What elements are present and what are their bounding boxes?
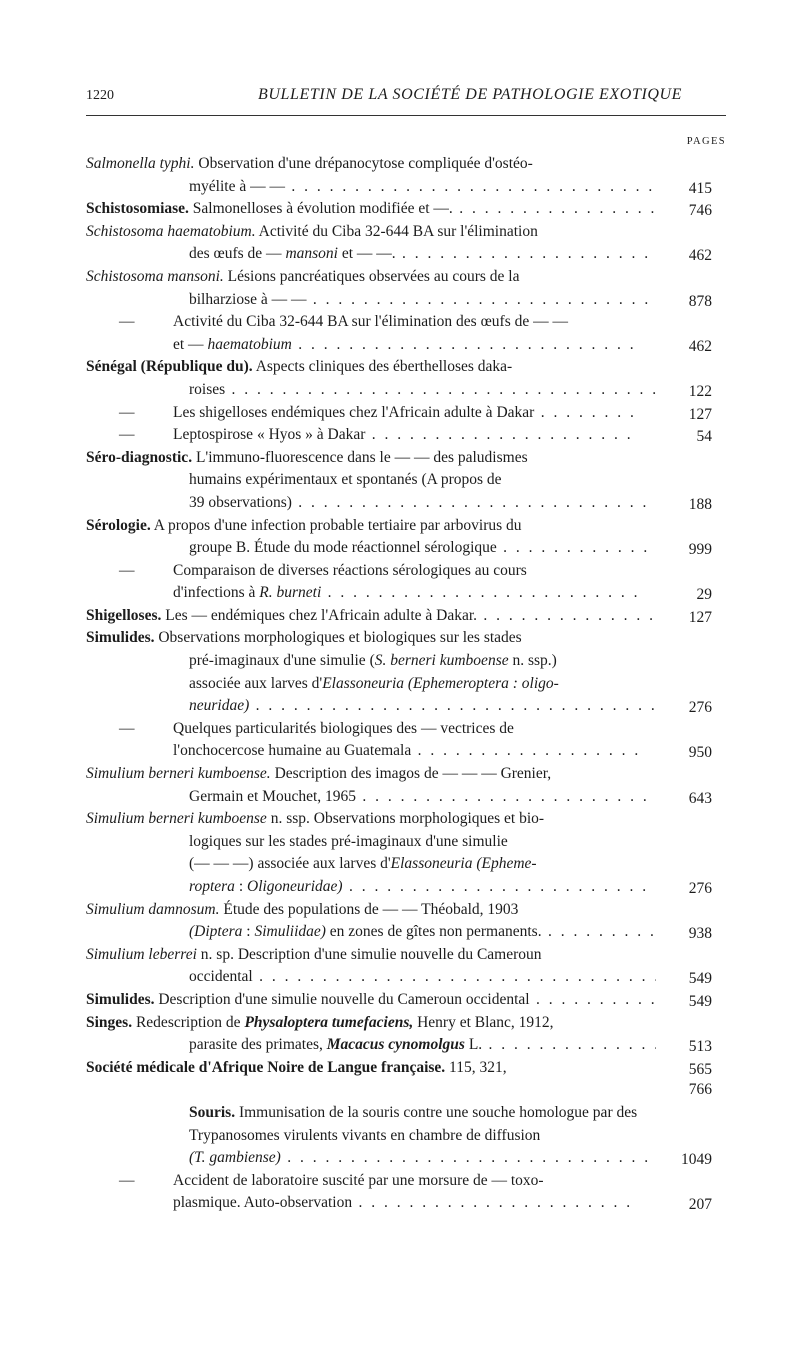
entry-text bbox=[189, 876, 656, 899]
entry-line bbox=[86, 1147, 726, 1170]
entry-plain-text: Quelques particularités biologiques des — vectrices de bbox=[173, 719, 514, 737]
entry-text bbox=[189, 537, 656, 560]
entry-italic-text: neuridae) bbox=[189, 697, 250, 715]
entry-plain-text: Observations morphologiques et biologiques sur les stades bbox=[154, 629, 522, 647]
entry-italic-text: Elassoneuria (Ephemeroptera : oligo- bbox=[322, 674, 559, 692]
entry-text bbox=[189, 786, 656, 809]
entry-plain-text: plasmique. Auto-observation bbox=[173, 1194, 353, 1212]
index-entry bbox=[86, 944, 726, 989]
entry-plain-text: d'infections à bbox=[173, 584, 260, 602]
entry-text bbox=[86, 447, 656, 470]
page-reference: 643 bbox=[688, 789, 712, 807]
entry-line bbox=[86, 334, 726, 357]
repeat-dash: — bbox=[119, 403, 135, 421]
entry-text bbox=[86, 899, 656, 922]
entry-text bbox=[189, 1102, 656, 1125]
index-subentry bbox=[86, 311, 726, 356]
entry-heading: Simulides. bbox=[86, 990, 155, 1008]
entry-text bbox=[189, 921, 656, 944]
entry-line bbox=[86, 176, 726, 199]
repeat-dash: — bbox=[119, 719, 135, 737]
header-rule bbox=[86, 115, 726, 116]
entry-plain-text: Redescription de bbox=[132, 1013, 245, 1031]
entry-italic-text: Schistosoma haematobium. bbox=[86, 222, 256, 240]
entry-heading: Société médicale d'Afrique Noire de Langue française. bbox=[86, 1058, 446, 1076]
entry-text bbox=[173, 311, 640, 334]
entry-line bbox=[86, 966, 726, 989]
page-reference: 207 bbox=[688, 1196, 712, 1214]
entry-line bbox=[86, 695, 726, 718]
entry-italic-text: Elassoneuria (Epheme- bbox=[390, 855, 537, 873]
page-reference: 549 bbox=[688, 970, 712, 988]
entry-heading: Séro-diagnostic. bbox=[86, 448, 193, 466]
page-reference: 188 bbox=[688, 495, 712, 513]
entry-text bbox=[86, 1057, 656, 1080]
page-reference: 950 bbox=[688, 744, 712, 762]
entry-text bbox=[189, 1125, 656, 1148]
entry-text bbox=[189, 469, 656, 492]
entry-line bbox=[86, 989, 726, 1012]
page-reference: 513 bbox=[688, 1038, 712, 1056]
entry-text bbox=[86, 944, 656, 967]
page-reference: 1049 bbox=[681, 1151, 712, 1169]
page-reference: 938 bbox=[688, 925, 712, 943]
entry-plain-text: Étude des populations de — — Théobald, 1903 bbox=[219, 900, 519, 918]
entry-line bbox=[86, 1057, 726, 1098]
entry-heading: Schistosomiase. bbox=[86, 200, 189, 218]
entry-line bbox=[86, 424, 726, 447]
page-reference: 999 bbox=[688, 541, 712, 559]
entry-heading: Simulides. bbox=[86, 629, 155, 647]
entry-plain-text: et — bbox=[173, 335, 208, 353]
entry-text bbox=[173, 718, 640, 741]
entry-plain-text: l'onchocercose humaine au Guatemala bbox=[173, 742, 412, 760]
entry-line bbox=[86, 469, 726, 492]
entry-text bbox=[189, 1147, 656, 1170]
index-subentry bbox=[86, 402, 726, 425]
entry-text bbox=[189, 1034, 656, 1057]
entry-text bbox=[173, 1170, 640, 1193]
index-entry bbox=[86, 808, 726, 898]
entry-plain-text: (— — —) associée aux larves d' bbox=[189, 855, 391, 873]
index-entry bbox=[86, 989, 726, 1012]
entry-line bbox=[86, 221, 726, 244]
entry-plain-text: Salmonelloses à évolution modifiée et —. bbox=[188, 200, 453, 218]
entry-text bbox=[86, 627, 656, 650]
entry-text bbox=[86, 221, 656, 244]
entry-line bbox=[86, 1012, 726, 1035]
pages-column-label: PAGES bbox=[686, 136, 726, 147]
page-reference: 415 bbox=[688, 179, 712, 197]
entry-text bbox=[173, 424, 640, 447]
entry-text bbox=[86, 198, 656, 221]
entry-plain-text: associée aux larves d' bbox=[189, 674, 323, 692]
entry-plain-text: des œufs de — bbox=[189, 245, 286, 263]
page-reference: 29 bbox=[696, 586, 712, 604]
entry-text bbox=[86, 763, 656, 786]
index-entry bbox=[86, 1012, 726, 1057]
journal-title: BULLETIN DE LA SOCIÉTÉ DE PATHOLOGIE EXOTIQUE bbox=[258, 86, 683, 103]
entry-plain-text: Aspects cliniques des éberthelloses daka- bbox=[252, 358, 513, 376]
entry-line bbox=[86, 899, 726, 922]
entry-plain-text: Description d'une simulie nouvelle du Cameroun occidental bbox=[154, 990, 530, 1008]
entry-line bbox=[86, 311, 726, 334]
entry-text bbox=[189, 492, 656, 515]
index-entries bbox=[86, 153, 726, 1215]
entry-plain-text: Les shigelloses endémiques chez l'Africain adulte à Dakar bbox=[173, 403, 535, 421]
entry-line bbox=[86, 853, 726, 876]
entry-line bbox=[86, 718, 726, 741]
entry-line bbox=[86, 198, 726, 221]
entry-italic-text: S. berneri kumboense bbox=[374, 652, 509, 670]
entry-italic-text: Simulium berneri kumboense bbox=[86, 810, 267, 828]
entry-line bbox=[86, 1034, 726, 1057]
entry-text bbox=[189, 966, 656, 989]
entry-text bbox=[173, 1192, 640, 1215]
entry-plain-text: Activité du Ciba 32-644 BA sur l'élimination des œufs de — — bbox=[173, 313, 568, 331]
index-entry bbox=[86, 605, 726, 628]
page-reference: 276 bbox=[688, 880, 712, 897]
entry-line bbox=[86, 627, 726, 650]
entry-line bbox=[86, 379, 726, 402]
index-entry bbox=[86, 221, 726, 266]
entry-plain-text: pré-imaginaux d'une simulie ( bbox=[189, 652, 375, 670]
running-header bbox=[86, 86, 726, 110]
entry-line bbox=[86, 153, 726, 176]
entry-text bbox=[189, 695, 656, 718]
entry-plain-text: myélite à — — bbox=[189, 177, 285, 195]
entry-text bbox=[189, 176, 656, 199]
page-reference: 462 bbox=[688, 337, 712, 355]
entry-line bbox=[86, 1125, 726, 1148]
entry-text bbox=[189, 853, 656, 876]
index-subentry bbox=[86, 718, 726, 763]
page-reference: 127 bbox=[688, 608, 712, 626]
entry-text bbox=[86, 515, 656, 538]
entry-heading: Shigelloses. bbox=[86, 606, 162, 624]
entry-italic-text: Simulium leberrei bbox=[86, 945, 197, 963]
entry-line bbox=[86, 944, 726, 967]
entry-line bbox=[86, 763, 726, 786]
entry-plain-text: 39 observations) bbox=[189, 493, 292, 511]
entry-plain-text: Les — endémiques chez l'Africain adulte à Dakar. bbox=[161, 606, 478, 624]
entry-text bbox=[189, 831, 656, 854]
index-entry bbox=[86, 1057, 726, 1098]
entry-italic-text: Oligoneuridae) bbox=[247, 878, 343, 895]
entry-italic-text: Simulium berneri kumboense. bbox=[86, 765, 271, 783]
entry-plain-text: en zones de gîtes non permanents. bbox=[325, 923, 542, 941]
entry-italic-text: Schistosoma mansoni. bbox=[86, 267, 224, 285]
index-entry bbox=[86, 153, 726, 198]
entry-line bbox=[86, 582, 726, 605]
repeat-dash: — bbox=[119, 313, 135, 331]
index-entry bbox=[86, 515, 726, 560]
page-number: 1220 bbox=[86, 88, 114, 103]
entry-line bbox=[86, 560, 726, 583]
entry-line bbox=[86, 673, 726, 696]
entry-text bbox=[86, 266, 656, 289]
entry-line bbox=[86, 266, 726, 289]
page-reference: 565 bbox=[688, 1060, 712, 1078]
entry-text bbox=[173, 740, 640, 763]
entry-heading: Singes. bbox=[86, 1013, 133, 1031]
entry-plain-text: Trypanosomes virulents vivants en chambre de diffusion bbox=[189, 1126, 541, 1144]
entry-italic-text: roptera bbox=[189, 878, 235, 895]
entry-line bbox=[86, 492, 726, 515]
index-entry bbox=[86, 899, 726, 944]
entry-line bbox=[86, 740, 726, 763]
entry-line bbox=[86, 831, 726, 854]
entry-text bbox=[86, 989, 656, 1012]
entry-plain-text: et — —. bbox=[337, 245, 396, 263]
repeat-dash: — bbox=[119, 1171, 135, 1189]
entry-plain-text: Leptospirose « Hyos » à Dakar bbox=[173, 426, 366, 444]
entry-plain-text: n. ssp. Observations morphologiques et bio- bbox=[266, 810, 545, 828]
entry-text bbox=[173, 582, 640, 605]
index-subentry bbox=[86, 424, 726, 447]
entry-italic-text: (Diptera bbox=[189, 923, 243, 941]
entry-text bbox=[189, 379, 656, 402]
entry-plain-text: A propos d'une infection probable tertiaire par arbovirus du bbox=[150, 516, 522, 534]
entry-italic-text: Simuliidae) bbox=[254, 923, 326, 941]
entry-text bbox=[189, 243, 656, 266]
page-reference: 54 bbox=[696, 428, 712, 446]
entry-text bbox=[86, 356, 656, 379]
entry-line bbox=[86, 650, 726, 673]
entry-line bbox=[86, 1192, 726, 1215]
entry-plain-text: Henry et Blanc, 1912, bbox=[413, 1013, 554, 1031]
entry-italic-text: haematobium bbox=[207, 335, 292, 353]
entry-plain-text: groupe B. Étude du mode réactionnel sérologique bbox=[189, 539, 497, 557]
entry-plain-text: parasite des primates, bbox=[189, 1036, 327, 1054]
entry-line bbox=[86, 243, 726, 266]
entry-plain-text: : bbox=[242, 923, 255, 941]
page-reference: 746 bbox=[688, 202, 712, 220]
entry-plain-text: L'immuno-fluorescence dans le — — des paludismes bbox=[192, 448, 528, 466]
page-reference: 462 bbox=[688, 247, 712, 265]
entry-plain-text: : bbox=[234, 878, 247, 895]
entry-plain-text: Accident de laboratoire suscité par une morsure de — toxo- bbox=[173, 1171, 544, 1189]
index-entry bbox=[86, 763, 726, 808]
entry-line bbox=[86, 356, 726, 379]
entry-italic-text: R. burneti bbox=[259, 584, 322, 602]
entry-plain-text: Comparaison de diverses réactions sérologiques au cours bbox=[173, 561, 527, 579]
entry-plain-text: occidental bbox=[189, 968, 253, 986]
page-reference: 549 bbox=[688, 992, 712, 1010]
entry-text bbox=[86, 808, 656, 831]
index-entry bbox=[86, 356, 726, 401]
page-reference: 127 bbox=[688, 405, 712, 423]
repeat-dash: — bbox=[119, 561, 135, 579]
entry-line bbox=[86, 447, 726, 470]
entry-text bbox=[173, 402, 640, 425]
entry-line bbox=[86, 808, 726, 831]
entry-plain-text: roises bbox=[189, 380, 226, 398]
entry-text bbox=[189, 673, 656, 696]
entry-heading: Sénégal (République du). bbox=[86, 358, 253, 376]
entry-line bbox=[86, 402, 726, 425]
entry-plain-text: n. ssp.) bbox=[508, 652, 557, 670]
entry-line bbox=[86, 515, 726, 538]
entry-text bbox=[86, 153, 656, 176]
entry-plain-text: Activité du Ciba 32-644 BA sur l'élimination bbox=[255, 222, 538, 240]
entry-line bbox=[86, 876, 726, 899]
entry-line bbox=[86, 537, 726, 560]
page-reference: 276 bbox=[688, 699, 712, 717]
entry-line bbox=[86, 786, 726, 809]
index-entry bbox=[86, 266, 726, 311]
entry-text bbox=[189, 289, 656, 312]
entry-plain-text: Observation d'une drépanocytose compliquée d'ostéo- bbox=[194, 155, 533, 172]
page-reference: 122 bbox=[688, 382, 712, 400]
entry-italic-text: Macacus cynomolgus bbox=[326, 1036, 465, 1054]
entry-plain-text: Germain et Mouchet, 1965 bbox=[189, 787, 357, 805]
entry-line bbox=[86, 1102, 726, 1125]
entry-italic-text: mansoni bbox=[285, 245, 338, 263]
entry-plain-text: n. sp. Description d'une simulie nouvelle du Cameroun bbox=[196, 945, 542, 963]
index-entry bbox=[86, 1079, 726, 1169]
entry-plain-text: L. bbox=[464, 1036, 483, 1054]
index-subentry bbox=[86, 560, 726, 605]
entry-plain-text: 115, 321, bbox=[445, 1058, 507, 1076]
entry-line bbox=[86, 1079, 726, 1102]
entry-italic-text: Salmonella typhi. bbox=[86, 155, 195, 172]
entry-text bbox=[189, 650, 656, 673]
entry-plain-text: humains expérimentaux et spontanés (A propos de bbox=[189, 471, 502, 489]
entry-plain-text: Immunisation de la souris contre une souche homologue par des bbox=[235, 1103, 638, 1121]
entry-heading: Sérologie. bbox=[86, 516, 151, 534]
entry-text bbox=[173, 560, 640, 583]
entry-heading: Souris. bbox=[189, 1103, 236, 1121]
entry-text bbox=[86, 1012, 656, 1035]
page-reference: 878 bbox=[688, 292, 712, 310]
index-entry bbox=[86, 447, 726, 515]
entry-plain-text: logiques sur les stades pré-imaginaux d'une simulie bbox=[189, 832, 508, 850]
entry-italic-text: Simulium damnosum. bbox=[86, 900, 220, 918]
entry-line bbox=[86, 605, 726, 628]
entry-line bbox=[86, 1170, 726, 1193]
entry-plain-text: Lésions pancréatiques observées au cours de la bbox=[223, 267, 520, 285]
entry-text bbox=[86, 605, 656, 628]
entry-plain-text: bilharziose à — — bbox=[189, 290, 307, 308]
entry-italic-text: (T. gambiense) bbox=[189, 1149, 281, 1167]
repeat-dash: — bbox=[119, 426, 135, 444]
page-reference: 766 bbox=[688, 1080, 712, 1098]
entry-text bbox=[173, 334, 640, 357]
entry-italic-text: Physaloptera tumefaciens, bbox=[244, 1013, 414, 1031]
entry-line bbox=[86, 289, 726, 312]
index-entry bbox=[86, 627, 726, 717]
entry-plain-text: Description des imagos de — — — Grenier, bbox=[270, 765, 552, 783]
index-entry bbox=[86, 198, 726, 221]
entry-line bbox=[86, 921, 726, 944]
index-subentry bbox=[86, 1170, 726, 1215]
